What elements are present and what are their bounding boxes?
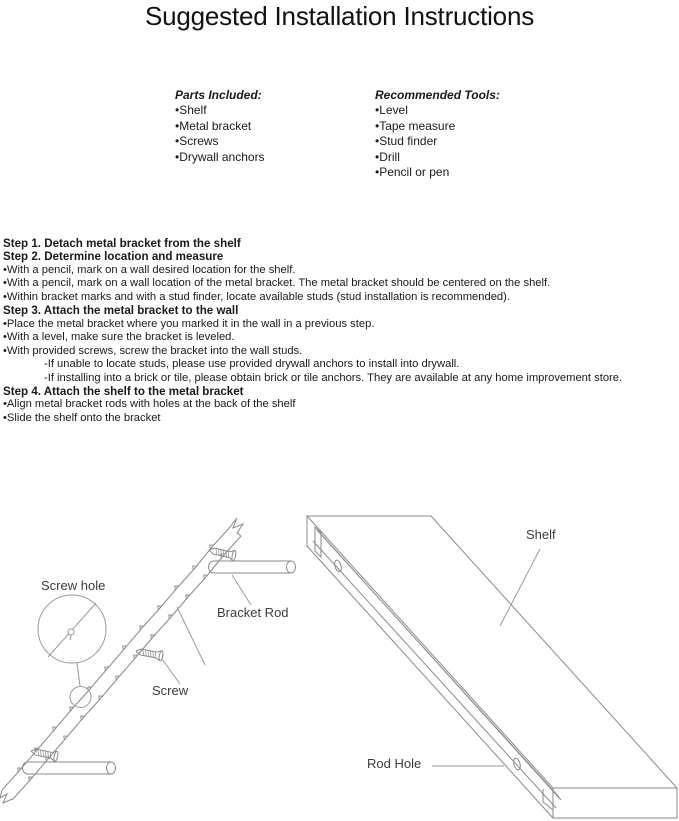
parts-item: •Drywall anchors [175,149,265,164]
bracket-drawing [0,518,296,803]
tools-item: •Level [375,103,408,118]
step-heading: Step 3. Attach the metal bracket to the wall [3,304,239,318]
screw-hole-detail [38,595,106,708]
label-screw-hole: Screw hole [41,578,106,593]
tools-heading: Recommended Tools: [375,88,500,102]
installation-steps [3,237,679,425]
shelf-end-face [553,788,677,818]
label-shelf: Shelf [526,527,556,542]
installation-diagram [0,482,679,821]
tools-item: •Stud finder [375,134,438,149]
rod-hole-bottom [512,757,521,770]
screw-middle [135,646,164,661]
bracket-break-bottom [0,790,13,803]
parts-heading: Parts Included: [175,88,262,102]
step-heading: Step 4. Attach the shelf to the metal bracket [3,384,244,398]
screw-bottom [30,746,59,762]
shelf-front-face [307,516,553,818]
recommended-tools-list [375,88,500,180]
bracket-strip-edge [13,536,241,799]
page-title: Suggested Installation Instructions [144,1,535,31]
parts-item: •Screws [175,134,219,149]
bracket-break-top [230,518,243,536]
label-screw: Screw [152,683,189,698]
step-item: •With provided screws, screw the bracket into the wall studs. [3,344,303,357]
bracket-rod-top [209,561,296,573]
step-item: •Align metal bracket rods with holes at the back of the shelf [3,398,296,411]
step-item: •With a pencil, mark on a wall desired location for the shelf. [3,263,296,276]
parts-item: •Metal bracket [175,118,252,133]
bracket-surface-leader [177,607,205,665]
step-item: •Within bracket marks and with a stud finder, locate available studs (stud installation is recommended). [3,290,510,303]
step-item: •With a level, make sure the bracket is leveled. [3,331,235,344]
step-item: •Place the metal bracket where you marked it in the wall in a previous step. [3,317,375,330]
tools-item: •Pencil or pen [375,165,450,180]
step-heading: Step 1. Detach metal bracket from the shelf [3,237,241,250]
label-rod-hole: Rod Hole [367,756,422,771]
step-item: •With a pencil, mark on a wall location of the metal bracket. The metal bracket should be centered on the shelf. [3,277,551,290]
parts-included-list [175,88,265,165]
step-subitem: -If unable to locate studs, please use provided drywall anchors to install into drywall. [44,358,460,371]
bracket-strip-edge [2,527,230,790]
label-bracket-rod: Bracket Rod [217,605,289,620]
shelf-top-face [307,516,677,788]
parts-item: •Shelf [175,103,207,118]
step-heading: Step 2. Determine location and measure [3,250,224,264]
step-subitem: -If installing into a brick or tile, please obtain brick or tile anchors. They are available at any home improvement store. [44,371,623,384]
step-item: •Slide the shelf onto the bracket [3,411,161,424]
bracket-rod-leader [232,575,251,605]
tools-item: •Drill [375,149,400,164]
tools-item: •Tape measure [375,118,456,133]
screw-leader [162,659,180,684]
shelf-drawing [307,516,677,818]
rod-hole-top [333,559,342,572]
